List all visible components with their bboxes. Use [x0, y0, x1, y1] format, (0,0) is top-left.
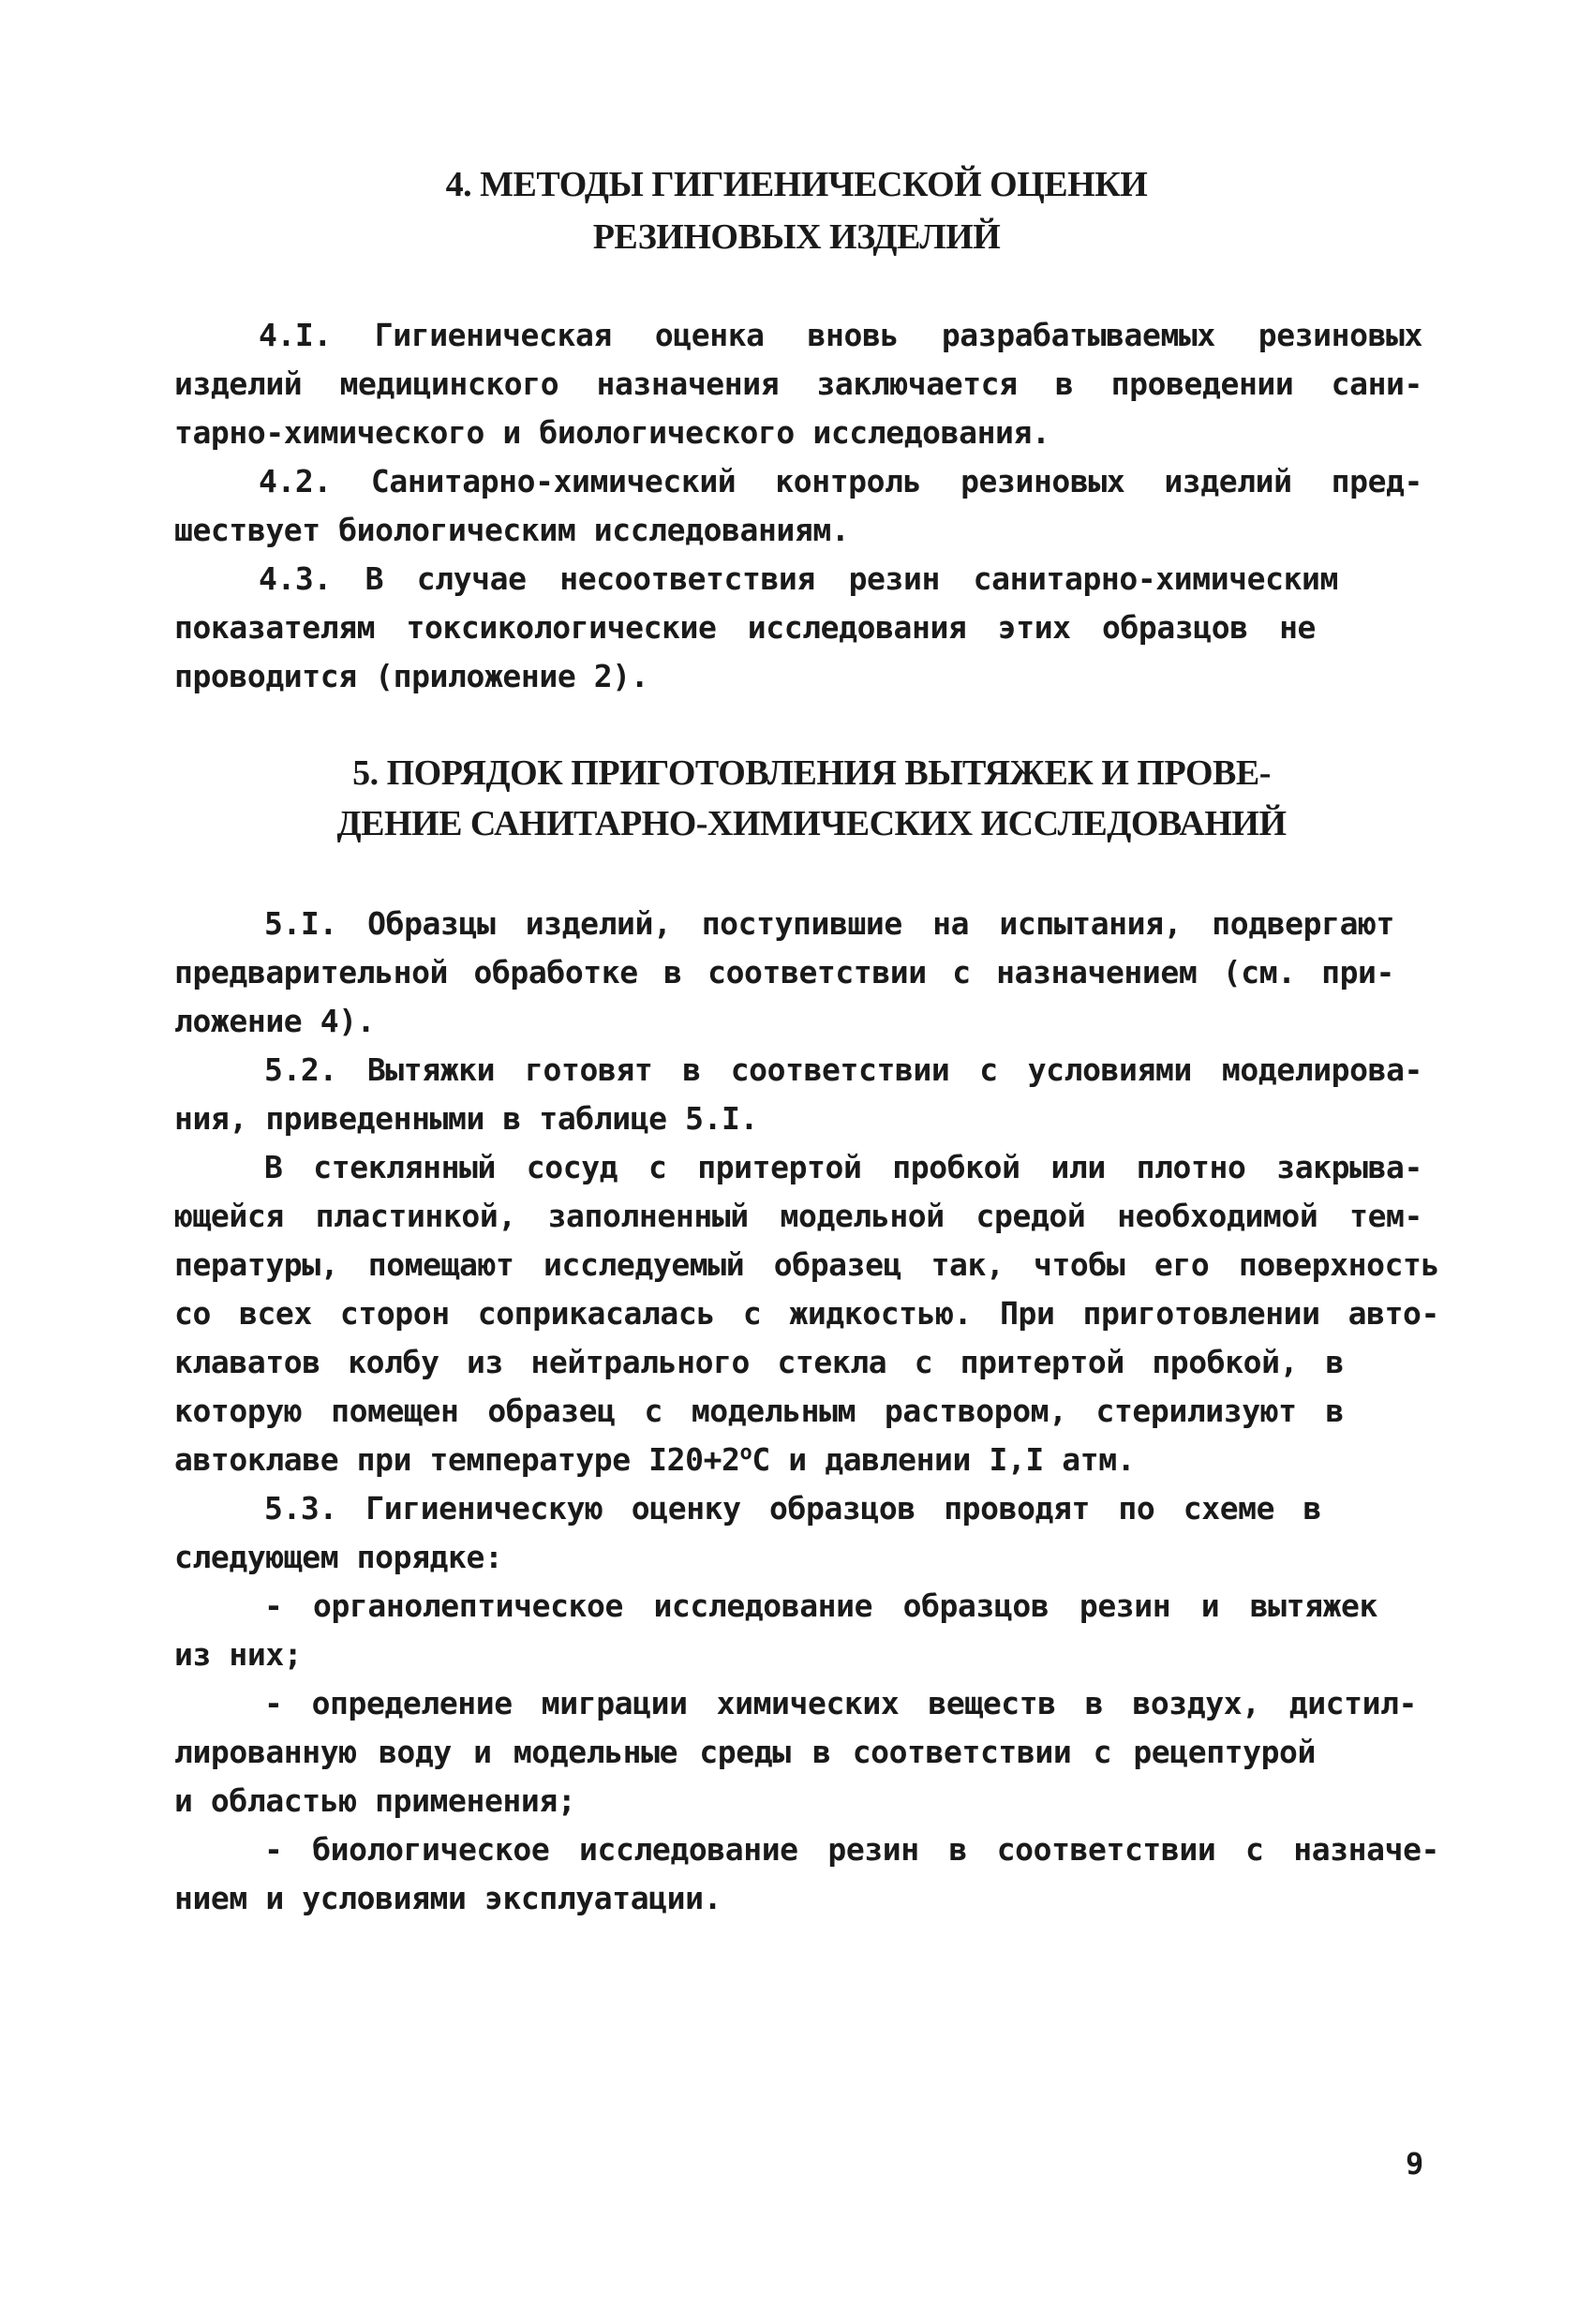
paragraph-4-3-line-1: 4.3. В случае несоответствия резин санитарно-химическим — [259, 560, 1338, 597]
paragraph-vessel-line-7 — [174, 1441, 1135, 1479]
page-number: 9 — [1406, 2146, 1424, 2182]
paragraph-4-3-line-3: проводится (приложение 2). — [174, 658, 649, 694]
paragraph-5-3-line-2: следующем порядке: — [174, 1539, 503, 1575]
degree-superscript: o — [739, 1441, 752, 1465]
list-item-2-line-1: - определение миграции химических веществ в воздух, дистил- — [264, 1685, 1417, 1721]
list-item-3-line-1: - биологическое исследование резин в соответствии с назначе- — [264, 1831, 1439, 1868]
paragraph-vessel-line-5: клаватов колбу из нейтрального стекла с притертой пробкой, в — [174, 1344, 1344, 1380]
paragraph-4-1-line-2: изделий медицинского назначения заключается в проведении сани- — [174, 365, 1422, 402]
section-5-heading — [0, 750, 1593, 847]
section-4-heading-line-1: 4. МЕТОДЫ ГИГИЕНИЧЕСКОЙ ОЦЕНКИ — [445, 165, 1148, 204]
paragraph-vessel-line-6: которую помещен образец с модельным раствором, стерилизуют в — [174, 1393, 1344, 1429]
paragraph-vessel-line-1: В стеклянный сосуд с притертой пробкой или плотно закрыва- — [264, 1149, 1422, 1185]
section-4-heading — [0, 161, 1593, 261]
paragraph-5-2-line-1: 5.2. Вытяжки готовят в соответствии с условиями моделирова- — [264, 1051, 1422, 1088]
paragraph-5-1-line-2: предварительной обработке в соответствии с назначением (см. при- — [174, 954, 1394, 991]
list-item-2-line-2: лированную воду и модельные среды в соответствии с рецептурой — [174, 1734, 1316, 1770]
paragraph-4-2-line-1: 4.2. Санитарно-химический контроль резиновых изделий пред- — [259, 463, 1422, 499]
list-item-2-line-3: и областью применения; — [174, 1782, 576, 1819]
pressure-text: C и давлении I,I атм. — [752, 1441, 1136, 1478]
paragraph-5-1-line-1: 5.I. Образцы изделий, поступившие на испытания, подвергают — [264, 905, 1394, 942]
paragraph-4-1-line-3: тарно-химического и биологического исследования. — [174, 414, 1050, 451]
paragraph-5-3-line-1: 5.3. Гигиеническую оценку образцов проводят по схеме в — [264, 1490, 1321, 1527]
list-item-1-line-2: из них; — [174, 1636, 303, 1673]
section-4-heading-line-2: РЕЗИНОВЫХ ИЗДЕЛИЙ — [592, 217, 1001, 257]
paragraph-vessel-line-4: со всех сторон соприкасалась с жидкостью. При приготовлении авто- — [174, 1295, 1439, 1332]
paragraph-4-1-line-1: 4.I. Гигиеническая оценка вновь разрабатываемых резиновых — [259, 317, 1422, 353]
paragraph-vessel-line-2: ющейся пластинкой, заполненный модельной средой необходимой тем- — [174, 1198, 1422, 1234]
paragraph-5-1-line-3: ложение 4). — [174, 1003, 376, 1039]
list-item-1-line-1: - органолептическое исследование образцов резин и вытяжек — [264, 1587, 1377, 1624]
list-item-3-line-2: нием и условиями эксплуатации. — [174, 1880, 722, 1916]
paragraph-5-2-line-2: ния, приведенными в таблице 5.I. — [174, 1100, 758, 1137]
section-5-heading-line-2: ДЕНИЕ САНИТАРНО-ХИМИЧЕСКИХ ИССЛЕДОВАНИЙ — [336, 804, 1287, 843]
section-5-heading-line-1: 5. ПОРЯДОК ПРИГОТОВЛЕНИЯ ВЫТЯЖЕК И ПРОВЕ- — [352, 753, 1271, 793]
temperature-text: автоклаве при температуре I20+2 — [174, 1441, 740, 1478]
paragraph-4-2-line-2: шествует биологическим исследованиям. — [174, 512, 850, 548]
paragraph-4-3-line-2: показателям токсикологические исследования этих образцов не — [174, 609, 1316, 646]
paragraph-vessel-line-3: пературы, помещают исследуемый образец так, чтобы его поверхность — [174, 1246, 1439, 1283]
